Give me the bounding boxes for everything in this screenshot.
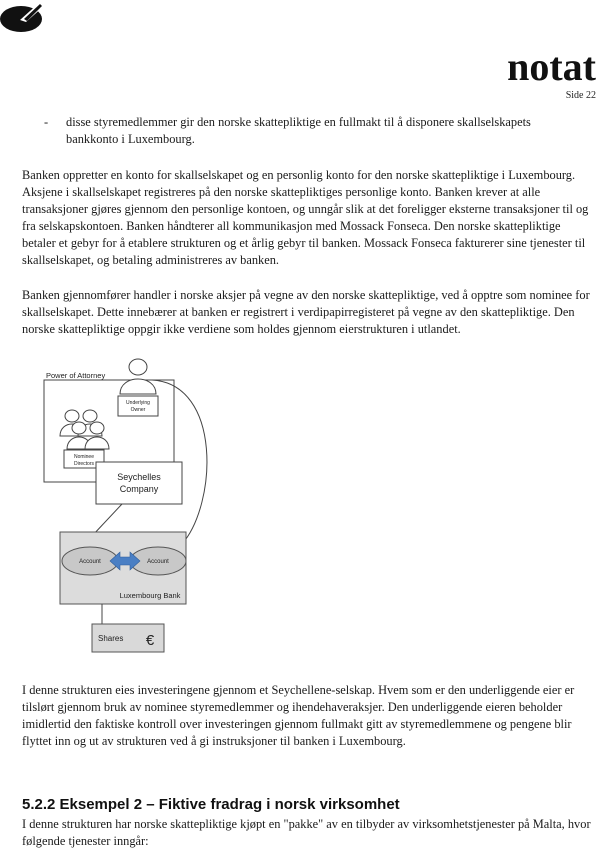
nominee-directors-label-2: Directors [73,461,95,467]
paragraph-bank-accounts: Banken oppretter en konto for skallselskapet og en personlig konto for den norske skattepliktige i Luxembourg. Aksjene i skallselskapet registreres på den norske skattepliktiges personlige konto. Banken krever at alle transaksjoner gjøres gjennom den personlige kontoen, og unngår slik at det foreligger eksterne transaksjoner til og fra selskapskontoen. Banken håndterer all kommunikasjon med Mossack Fonseca. Den norske skattepliktige betaler et gebyr for å etablere strukturen og et årlig gebyr til banken. Mossack Fonseca fakturerer sine tjenester til skallselskapet, og betaling administreres av banken. [22,168,589,267]
underlying-owner-box [118,396,158,416]
pen-nib-logo-icon [0,0,46,34]
paragraph-example-2-intro: I denne strukturen har norske skattepliktige kjøpt en "pakke" av en tilbyder av virksomhetstjenester på Malta, hvor følgende tjenester inngår: [22,817,591,848]
seychelles-company-box [96,462,182,504]
seychelles-company-label-1: Seychelles [117,472,161,482]
ownership-structure-diagram [32,354,232,664]
paragraph-structure-explanation: I denne strukturen eies investeringene gjennom et Seychellene-selskap. Hvem som er den underliggende eier er tilslørt gjennom bruk av nominee styremedlemmer og ihendehaveraksjer. Den underliggende eieren beholder imidlertid den faktiske kontroll over investeringen gjennom fullmakt gitt av styremedlemmene og pengene blir flyttet inn og ut av strukturen ved å gi instruksjoner til banken i Luxembourg. [22,683,575,748]
document-title: notat [507,44,596,89]
shares-label: Shares [98,634,124,643]
paragraph-nominee-trading: Banken gjennomfører handler i norske aksjer på vegne av den norske skattepliktige, ved å opptre som nominee for skallselskapet. Dette innebærer at banken er registrert i verdipapirregisteret på vegne av den skattepliktige. Den norske skattepliktige oppgir ikke verdiene som holdes gjennom eierstrukturen i utlandet. [22,288,590,336]
underlying-owner-icon [120,359,156,394]
page-number: Side 22 [565,90,596,101]
power-of-attorney-label: Power of Attorney [46,371,106,380]
underlying-owner-label-1: Underlying [126,400,150,406]
seychelles-company-label-2: Company [119,484,159,494]
account-left-label: Account [79,559,101,565]
account-right-label: Account [147,559,169,565]
luxembourg-bank-label: Luxembourg Bank [119,591,181,600]
underlying-owner-label-2: Owner [130,407,146,413]
company-to-bank-line [92,504,122,536]
nominee-directors-label-1: Nominee [73,454,95,460]
bullet-text: disse styremedlemmer gir den norske skattepliktige en fullmakt til å disponere skallselskapets bankkonto i Luxembourg. [66,115,531,146]
section-heading: 5.2.2 Eksempel 2 – Fiktive fradrag i norsk virksomhet [22,796,400,813]
euro-symbol: € [145,632,155,649]
bullet-marker: - [44,115,49,129]
